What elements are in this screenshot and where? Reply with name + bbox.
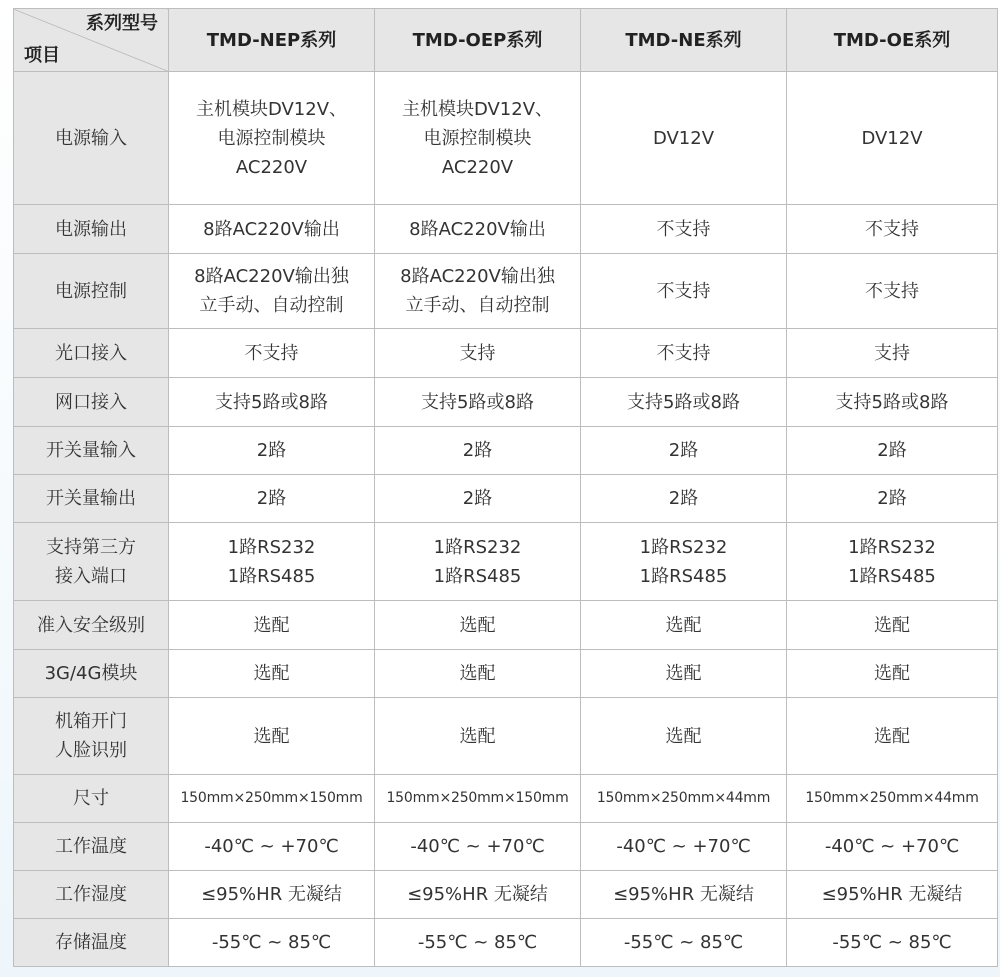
row-label: 电源控制 bbox=[14, 254, 169, 329]
row-label: 存储温度 bbox=[14, 919, 169, 967]
table-cell: 主机模块DV12V、 电源控制模块 AC220V bbox=[375, 72, 581, 205]
row-label: 电源输入 bbox=[14, 72, 169, 205]
corner-header-cell bbox=[14, 9, 169, 72]
table-cell: 150mm×250mm×44mm bbox=[787, 775, 998, 823]
row-label: 电源输出 bbox=[14, 205, 169, 254]
table-cell: 选配 bbox=[787, 650, 998, 698]
table-cell: -40℃ ~ +70℃ bbox=[375, 823, 581, 871]
table-cell: DV12V bbox=[581, 72, 787, 205]
row-label: 尺寸 bbox=[14, 775, 169, 823]
table-cell: 选配 bbox=[375, 650, 581, 698]
table-cell: 选配 bbox=[581, 650, 787, 698]
table-row bbox=[14, 698, 998, 775]
table-header-row bbox=[14, 9, 998, 72]
table-cell: 支持 bbox=[787, 329, 998, 378]
table-cell: ≤95%HR 无凝结 bbox=[787, 871, 998, 919]
table-row bbox=[14, 601, 998, 650]
table-cell: 不支持 bbox=[581, 205, 787, 254]
table-cell: 2路 bbox=[787, 475, 998, 523]
table-cell: 8路AC220V输出 bbox=[169, 205, 375, 254]
table-row bbox=[14, 72, 998, 205]
table-cell: 150mm×250mm×150mm bbox=[375, 775, 581, 823]
row-label: 准入安全级别 bbox=[14, 601, 169, 650]
table-cell: 选配 bbox=[581, 698, 787, 775]
table-cell: 150mm×250mm×44mm bbox=[581, 775, 787, 823]
table-cell: ≤95%HR 无凝结 bbox=[581, 871, 787, 919]
table-row bbox=[14, 650, 998, 698]
table-cell: 选配 bbox=[375, 698, 581, 775]
spec-table-container bbox=[13, 8, 997, 970]
table-cell: DV12V bbox=[787, 72, 998, 205]
table-cell: 2路 bbox=[787, 427, 998, 475]
table-cell: 选配 bbox=[787, 698, 998, 775]
table-row bbox=[14, 523, 998, 601]
table-cell: 支持5路或8路 bbox=[581, 378, 787, 427]
table-cell: 不支持 bbox=[787, 254, 998, 329]
table-cell: 选配 bbox=[169, 698, 375, 775]
corner-series-label: 系列型号 bbox=[86, 13, 158, 34]
table-cell: 选配 bbox=[169, 601, 375, 650]
table-cell: 2路 bbox=[581, 427, 787, 475]
table-cell: 2路 bbox=[375, 475, 581, 523]
column-header-ne: TMD-NE系列 bbox=[581, 9, 787, 72]
table-cell: -40℃ ~ +70℃ bbox=[169, 823, 375, 871]
table-cell: 选配 bbox=[787, 601, 998, 650]
table-cell: 选配 bbox=[581, 601, 787, 650]
table-cell: 支持5路或8路 bbox=[169, 378, 375, 427]
table-cell: -55℃ ~ 85℃ bbox=[787, 919, 998, 967]
table-cell: 1路RS232 1路RS485 bbox=[787, 523, 998, 601]
table-cell: 选配 bbox=[169, 650, 375, 698]
column-header-nep: TMD-NEP系列 bbox=[169, 9, 375, 72]
table-cell: 8路AC220V输出 bbox=[375, 205, 581, 254]
table-cell: 1路RS232 1路RS485 bbox=[169, 523, 375, 601]
table-cell: -40℃ ~ +70℃ bbox=[581, 823, 787, 871]
row-label: 机箱开门 人脸识别 bbox=[14, 698, 169, 775]
row-label: 3G/4G模块 bbox=[14, 650, 169, 698]
table-row bbox=[14, 871, 998, 919]
table-cell: 支持5路或8路 bbox=[787, 378, 998, 427]
table-row bbox=[14, 378, 998, 427]
table-cell: 不支持 bbox=[787, 205, 998, 254]
row-label: 网口接入 bbox=[14, 378, 169, 427]
table-row bbox=[14, 205, 998, 254]
table-row bbox=[14, 254, 998, 329]
table-cell: 主机模块DV12V、 电源控制模块 AC220V bbox=[169, 72, 375, 205]
table-row bbox=[14, 475, 998, 523]
column-header-oe: TMD-OE系列 bbox=[787, 9, 998, 72]
table-cell: 不支持 bbox=[169, 329, 375, 378]
row-label: 支持第三方 接入端口 bbox=[14, 523, 169, 601]
table-cell: 支持5路或8路 bbox=[375, 378, 581, 427]
table-cell: 1路RS232 1路RS485 bbox=[581, 523, 787, 601]
table-cell: 2路 bbox=[581, 475, 787, 523]
table-cell: 8路AC220V输出独 立手动、自动控制 bbox=[169, 254, 375, 329]
corner-item-label: 项目 bbox=[24, 45, 60, 66]
row-label: 光口接入 bbox=[14, 329, 169, 378]
column-header-oep: TMD-OEP系列 bbox=[375, 9, 581, 72]
table-cell: -55℃ ~ 85℃ bbox=[581, 919, 787, 967]
row-label: 工作温度 bbox=[14, 823, 169, 871]
spec-comparison-table bbox=[13, 8, 998, 967]
table-cell: 1路RS232 1路RS485 bbox=[375, 523, 581, 601]
table-cell: ≤95%HR 无凝结 bbox=[375, 871, 581, 919]
table-cell: 8路AC220V输出独 立手动、自动控制 bbox=[375, 254, 581, 329]
table-row bbox=[14, 427, 998, 475]
table-cell: 150mm×250mm×150mm bbox=[169, 775, 375, 823]
table-row bbox=[14, 919, 998, 967]
table-cell: 2路 bbox=[169, 427, 375, 475]
table-cell: -40℃ ~ +70℃ bbox=[787, 823, 998, 871]
table-cell: 不支持 bbox=[581, 254, 787, 329]
table-cell: 2路 bbox=[375, 427, 581, 475]
table-cell: 选配 bbox=[375, 601, 581, 650]
table-cell: -55℃ ~ 85℃ bbox=[169, 919, 375, 967]
table-row bbox=[14, 775, 998, 823]
table-cell: ≤95%HR 无凝结 bbox=[169, 871, 375, 919]
table-cell: 2路 bbox=[169, 475, 375, 523]
row-label: 开关量输出 bbox=[14, 475, 169, 523]
table-row bbox=[14, 329, 998, 378]
table-cell: -55℃ ~ 85℃ bbox=[375, 919, 581, 967]
table-cell: 支持 bbox=[375, 329, 581, 378]
row-label: 工作湿度 bbox=[14, 871, 169, 919]
table-row bbox=[14, 823, 998, 871]
table-cell: 不支持 bbox=[581, 329, 787, 378]
row-label: 开关量输入 bbox=[14, 427, 169, 475]
